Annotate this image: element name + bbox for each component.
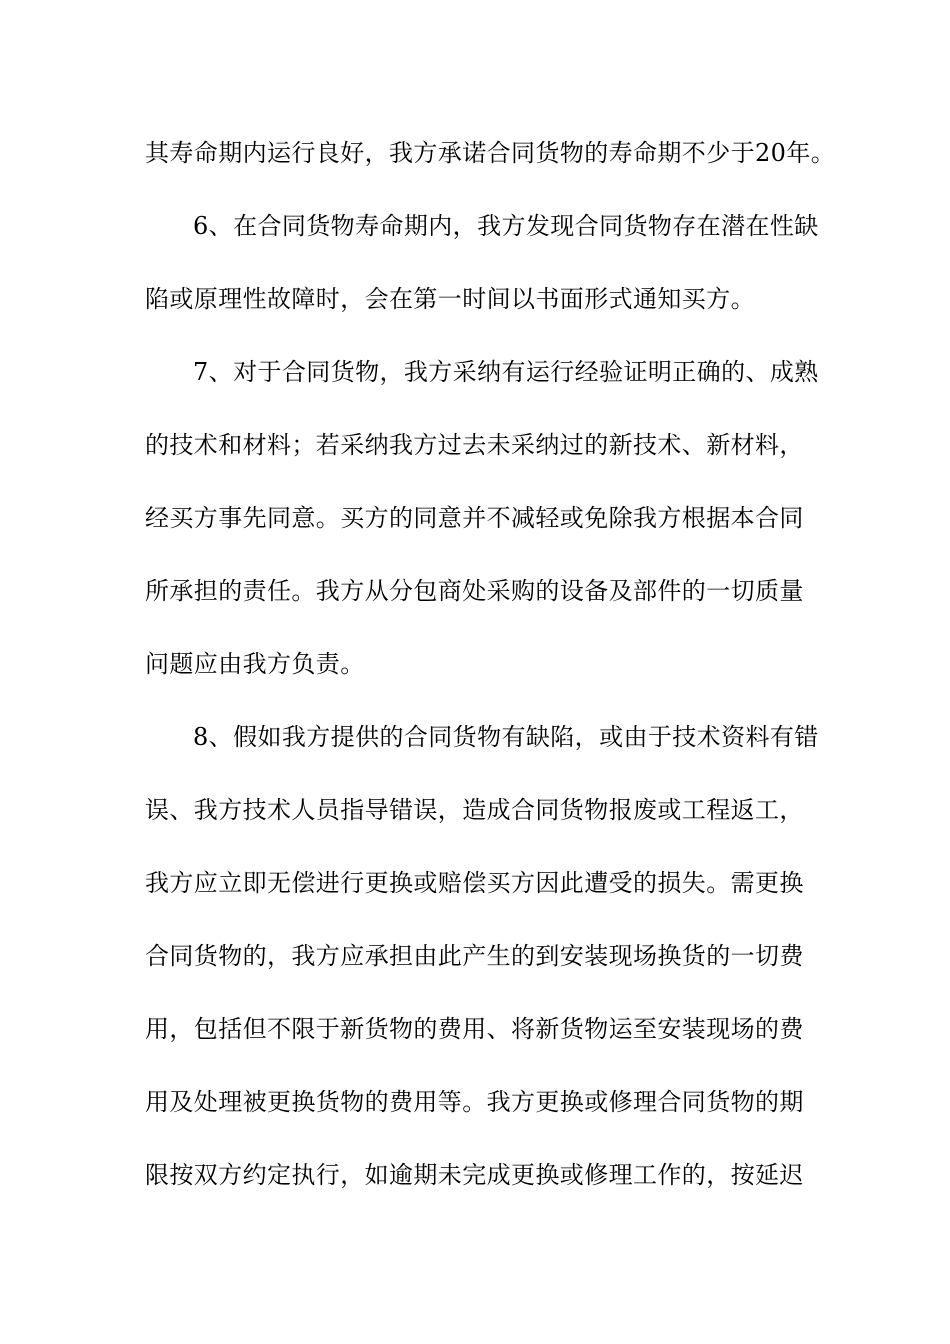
paragraph-8-line-5: 用，包括但不限于新货物的费用、将新货物运至安装现场的费 xyxy=(145,1015,804,1043)
paragraph-6-line-2: 陷或原理性故障时，会在第一时间以书面形式通知买方。 xyxy=(145,285,755,313)
paragraph-6-line-1: 6、在合同货物寿命期内，我方发现合同货物存在潜在性缺 xyxy=(193,212,819,240)
paragraph-8-line-1: 8、假如我方提供的合同货物有缺陷，或由于技术资料有错 xyxy=(193,723,819,751)
paragraph-7-line-1: 7、对于合同货物，我方采纳有运行经验证明正确的、成熟 xyxy=(193,358,819,386)
paragraph-8-line-3: 我方应立即无偿进行更换或赔偿买方因此遭受的损失。需更换 xyxy=(145,869,804,897)
paragraph-7-line-4: 所承担的责任。我方从分包商处采购的设备及部件的一切质量 xyxy=(145,577,804,605)
paragraph-8-line-4: 合同货物的，我方应承担由此产生的到安装现场换货的一切费 xyxy=(145,942,804,970)
text-line-1: 其寿命期内运行良好，我方承诺合同货物的寿命期不少于20年。 xyxy=(145,139,836,167)
paragraph-7-line-2: 的技术和材料；若采纳我方过去未采纳过的新技术、新材料， xyxy=(145,431,804,459)
paragraph-7-line-3: 经买方事先同意。买方的同意并不减轻或免除我方根据本合同 xyxy=(145,504,804,532)
paragraph-7-line-5: 问题应由我方负责。 xyxy=(145,650,365,678)
paragraph-8-line-6: 用及处理被更换货物的费用等。我方更换或修理合同货物的期 xyxy=(145,1088,804,1116)
paragraph-8-line-2: 误、我方技术人员指导错误，造成合同货物报废或工程返工， xyxy=(145,796,804,824)
paragraph-8-line-7: 限按双方约定执行，如逾期未完成更换或修理工作的，按延迟 xyxy=(145,1161,804,1189)
